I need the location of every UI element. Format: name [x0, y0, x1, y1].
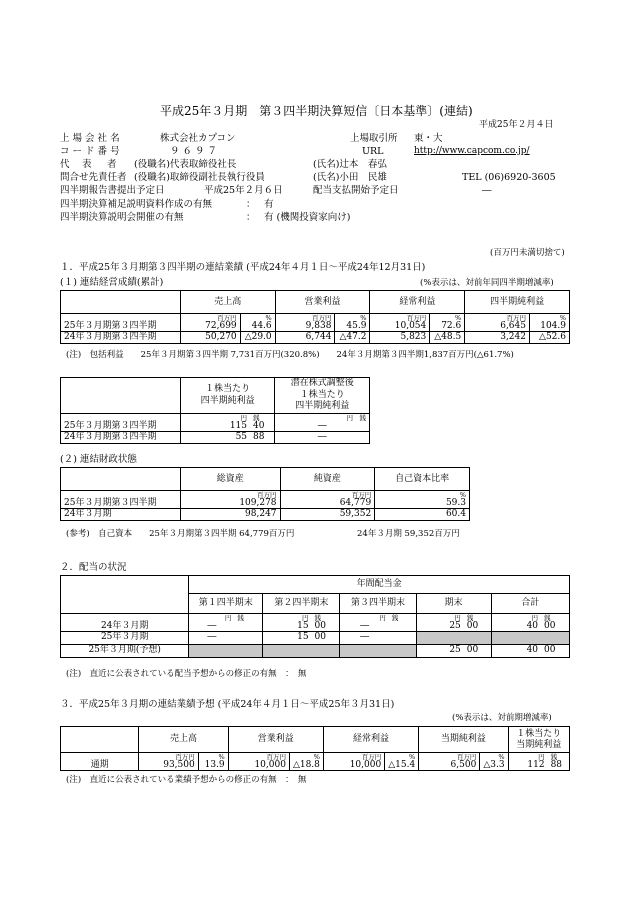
row-label: 24年３月期第３四半期 — [61, 431, 181, 443]
cell: 10,000 — [254, 759, 286, 770]
cell — [234, 631, 262, 644]
unit-label: % — [498, 753, 505, 761]
unit-label: 銭 — [544, 614, 551, 622]
cell: 93,500 — [163, 759, 195, 770]
cell: 112 — [527, 759, 545, 770]
cell: △52.6 — [529, 331, 569, 343]
cell: 98,247 — [180, 508, 280, 520]
unit-label: 百万円 — [456, 753, 477, 761]
shaded-cell — [340, 644, 416, 657]
cell: 72,699 — [205, 320, 237, 331]
section2-title: ２．配当の状況 — [60, 562, 127, 573]
cell: 60.4 — [375, 508, 470, 520]
contact-label: 問合せ先責任者 — [60, 172, 127, 183]
cell: 6,645 — [500, 320, 526, 331]
cell: 72.6 — [441, 320, 462, 331]
unit-label: 銭 — [253, 414, 260, 423]
company-name: 株式会社カプコン — [160, 133, 236, 144]
header-q1-end: 第１四半期末 — [189, 594, 263, 614]
header-q3-end: 第３四半期末 — [340, 594, 416, 614]
table-row — [61, 414, 370, 432]
corner-cell — [61, 291, 181, 314]
unit-yen: 円 — [346, 414, 353, 423]
cell: 25 — [416, 644, 464, 657]
cell: 00 — [464, 644, 491, 657]
row-label: 通期 — [61, 753, 139, 771]
header-sales: 売上高 — [180, 291, 275, 314]
unit-label: % — [455, 314, 462, 322]
unit-label: 円 — [240, 414, 248, 423]
cell: 6,500 — [450, 759, 477, 770]
unit-label: 銭 — [237, 614, 244, 622]
unit-label: 円 — [224, 614, 232, 622]
contact-name: (氏名)小田 民雄 — [313, 172, 387, 183]
cell: ― — [317, 420, 327, 431]
cell: 59,352 — [280, 508, 375, 520]
unit-label: % — [408, 753, 416, 761]
exchange-label: 上場取引所 — [350, 133, 398, 144]
header-net-income: 四半期純利益 — [465, 291, 570, 314]
cell: 45.9 — [346, 320, 367, 331]
cell: 3,242 — [465, 331, 530, 343]
meeting-value: 有 (機関投資家向け) — [264, 212, 351, 223]
corner-cell — [61, 378, 181, 414]
cell: △48.5 — [430, 331, 465, 343]
table-row — [61, 331, 570, 343]
unit-label: 円 — [454, 614, 461, 622]
cell: 64,779 — [339, 497, 372, 508]
exchange-value: 東・大 — [414, 133, 443, 144]
row-label: 25年３月期 — [61, 631, 189, 644]
header-net-assets: 純資産 — [280, 468, 375, 491]
cell: ― — [189, 631, 234, 644]
contact-title: (役職名)取締役副社長執行役員 — [134, 172, 265, 183]
cell: △15.4 — [388, 759, 416, 770]
equity-note: (参考) 自己資本 25年３月期第３四半期 64,779百万円 — [66, 529, 295, 539]
meeting-label: 四半期決算説明会開催の有無 — [60, 212, 184, 223]
dividend-start-label: 配当支払開始予定日 — [313, 185, 399, 196]
unit-label: 円 — [531, 614, 539, 622]
code-value: ９ ６ ９ ７ — [170, 146, 218, 157]
shaded-cell — [263, 644, 340, 657]
section1-sub2: (２) 連結財政状態 — [60, 454, 137, 465]
unit-sen: 銭 — [359, 414, 366, 423]
header-sales: 売上高 — [139, 727, 228, 753]
unit-label: 百万円 — [175, 753, 195, 761]
code-label: コ ー ド 番 号 — [60, 146, 120, 157]
cell: 9,838 — [305, 320, 332, 331]
unit-label: 百万円 — [406, 314, 427, 322]
section1-pct-note: (%表示は、対前年同四半期増減率) — [420, 278, 554, 288]
cell: 10,054 — [394, 320, 427, 331]
cell: △18.8 — [292, 759, 320, 770]
row-label: 25年３月期第３四半期 — [61, 491, 181, 509]
cell: ― — [360, 620, 370, 631]
financial-position-table — [60, 467, 470, 521]
unit-label: 銭 — [466, 614, 474, 622]
supplementary-sep: ： — [246, 199, 256, 210]
table-row — [61, 631, 570, 644]
header-equity-ratio: 自己資本比率 — [375, 468, 470, 491]
comprehensive-income-note: (注) 包括利益 25年３月期第３四半期 7,731百万円(320.8%) 24年３月期第３四半期1,837百万円(△61.7%) — [66, 350, 514, 360]
dividend-table — [60, 575, 570, 658]
header-operating-income: 営業利益 — [275, 291, 370, 314]
unit-label: 百万円 — [311, 314, 332, 322]
contact-tel: TEL (06)6920-3605 — [462, 172, 556, 183]
forecast-table — [60, 726, 570, 771]
header-eps: １株当たり 四半期純利益 — [180, 378, 275, 414]
cell: 15 — [297, 620, 309, 631]
row-label: 24年３月期 — [61, 508, 181, 520]
report-filing-label: 四半期報告書提出予定日 — [60, 185, 165, 196]
header-diluted-eps: 潜在株式調整後 １株当たり 四半期純利益 — [275, 378, 370, 414]
supplementary-label: 四半期決算補足説明資料作成の有無 — [60, 199, 213, 210]
cell: 104.9 — [540, 320, 566, 331]
cell: ― — [275, 431, 370, 443]
header-total-assets: 総資産 — [180, 468, 280, 491]
equity-note-prior: 24年３月期 59,352百万円 — [357, 529, 460, 539]
unit-label: 百万円 — [257, 491, 277, 499]
cell: 13.9 — [204, 759, 225, 770]
section3-title: ３．平成25年３月期の連結業績予想 (平成24年４月１日～平成25年３月31日) — [60, 699, 395, 710]
cell: 50,270 — [180, 331, 240, 343]
corner-cell — [61, 468, 181, 491]
rep-title: (役職名)代表取締役社長 — [134, 159, 237, 170]
shaded-cell — [189, 644, 263, 657]
cell: 88 — [250, 431, 275, 443]
header-eps: １株当たり 当期純利益 — [508, 727, 569, 753]
unit-label: 銭 — [391, 614, 399, 622]
dividend-revision-note: (注) 直近に公表されている配当予想からの修正の有無 ： 無 — [66, 669, 307, 679]
section1-sub1: (１) 連結経営成績(累計) — [60, 277, 164, 288]
cell: 109,278 — [239, 497, 277, 508]
url-label: URL — [362, 146, 384, 157]
report-filing-date: 平成25年２月６日 — [204, 185, 283, 196]
cell: 59.3 — [445, 497, 466, 508]
supplementary-value: 有 — [264, 199, 274, 210]
company-name-label: 上 場 会 社 名 — [60, 133, 120, 144]
shaded-cell — [416, 631, 491, 644]
cell: 115 — [229, 420, 248, 431]
cell: 00 — [541, 644, 569, 657]
row-label: 25年３月期(予想) — [61, 644, 189, 657]
cell: 00 — [314, 620, 326, 631]
cell: 5,823 — [370, 331, 430, 343]
header-net-income: 当期純利益 — [419, 727, 508, 753]
header-total: 合計 — [491, 594, 569, 614]
unit-label: 銭 — [314, 614, 322, 622]
table-row — [61, 614, 570, 632]
cell: ― — [207, 620, 217, 631]
unit-label: 円 — [538, 753, 545, 761]
cell: 44.6 — [251, 320, 272, 331]
cell: 40 — [526, 620, 539, 631]
unit-label: % — [360, 314, 367, 322]
unit-label: 百万円 — [351, 491, 372, 499]
header-annual-dividend: 年間配当金 — [189, 576, 570, 594]
unit-label: % — [559, 314, 566, 322]
table-row — [61, 644, 570, 657]
cell — [389, 631, 416, 644]
table-row — [61, 508, 470, 520]
cell: 00 — [466, 620, 479, 631]
table-row — [61, 491, 470, 509]
rounding-note: (百万円未満切捨て) — [490, 248, 565, 258]
unit-label: % — [218, 753, 225, 761]
cell: 00 — [312, 631, 340, 644]
unit-label: 百万円 — [266, 753, 286, 761]
cell: 00 — [544, 620, 556, 631]
rep-label: 代 表 者 — [60, 159, 117, 170]
unit-label: % — [459, 491, 466, 499]
section3-pct-note: (%表示は、対前期増減率) — [452, 713, 552, 723]
corner-cell — [61, 576, 189, 614]
rep-name: (氏名)辻本 春弘 — [313, 159, 387, 170]
shaded-cell — [491, 631, 569, 644]
row-label: 24年３月期 — [61, 614, 189, 632]
report-date: 平成25年２月４日 — [479, 120, 554, 130]
unit-label: 百万円 — [217, 314, 237, 322]
cell: 40 — [253, 420, 265, 431]
section1-title: １．平成25年３月期第３四半期の連結業績 (平成24年４月１日～平成24年12月31日) — [60, 262, 426, 273]
unit-label: 円 — [302, 614, 309, 622]
cell: △29.0 — [240, 331, 275, 343]
cell: 25 — [449, 620, 461, 631]
cell: 40 — [491, 644, 541, 657]
cell: 10,000 — [349, 759, 382, 770]
company-url-link[interactable]: http://www.capcom.co.jp/ — [414, 146, 530, 156]
row-label: 25年３月期第３四半期 — [61, 314, 181, 332]
forecast-revision-note: (注) 直近に公表されている業績予想からの修正の有無 ： 無 — [66, 775, 307, 785]
cell: 6,744 — [275, 331, 335, 343]
cell: △3.3 — [483, 759, 505, 770]
header-operating-income: 営業利益 — [228, 727, 323, 753]
header-ordinary-income: 経常利益 — [323, 727, 418, 753]
cell: 55 — [180, 431, 250, 443]
eps-table — [60, 377, 370, 444]
unit-label: 百万円 — [506, 314, 526, 322]
row-label: 24年３月期第３四半期 — [61, 331, 181, 343]
table-row — [61, 431, 370, 443]
table-row — [61, 314, 570, 332]
row-label: 25年３月期第３四半期 — [61, 414, 181, 432]
cell: 88 — [550, 759, 563, 770]
dividend-start-value: ― — [482, 185, 492, 196]
unit-label: 百万円 — [361, 753, 382, 761]
corner-cell — [61, 727, 139, 753]
table-row — [61, 753, 570, 771]
operating-results-table — [60, 290, 570, 344]
cell: △47.2 — [335, 331, 370, 343]
unit-label: 円 — [379, 614, 386, 622]
header-q2-end: 第２四半期末 — [263, 594, 340, 614]
document-title: 平成25年３月期 第３四半期決算短信〔日本基準〕(連結) — [160, 104, 473, 118]
meeting-sep: ： — [246, 212, 256, 223]
unit-label: % — [265, 314, 272, 322]
unit-label: 銭 — [550, 753, 558, 761]
unit-label: % — [313, 753, 320, 761]
header-ordinary-income: 経常利益 — [370, 291, 465, 314]
header-year-end: 期末 — [416, 594, 491, 614]
cell: 15 — [263, 631, 312, 644]
cell: ― — [340, 631, 389, 644]
